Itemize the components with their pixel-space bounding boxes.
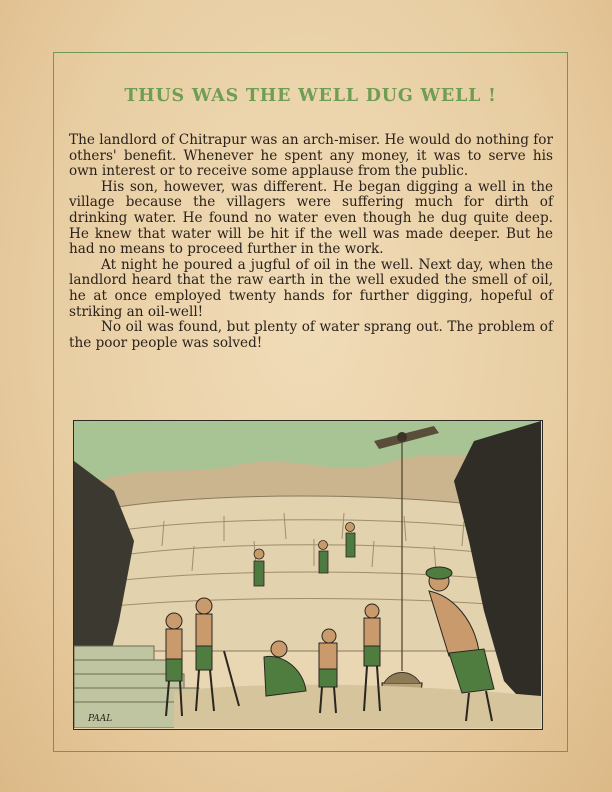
paragraph-1: The landlord of Chitrapur was an arch-miser. He would do nothing for others' benefit. Whenever he spent any money, it was to serve his own interest or to receive some applause from the public. [69, 132, 553, 180]
artist-signature: PAAL [88, 714, 113, 724]
bucket-load [384, 673, 420, 684]
paragraph-3: At night he poured a jugful of oil in the well. Next day, when the landlord heard that the raw earth in the well exuded the smell of oil, he at once employed twenty hands for further digging, hopeful of striking an oil-well! [69, 256, 553, 320]
paragraph-2: His son, however, was different. He began digging a well in the village because the villagers were suffering much for dirth of drinking water. He found no water even though he dug quite deep. He knew that water will be hit if the well was made deeper. But he had no means to proceed further in the work. [69, 178, 553, 258]
pulley-wheel [397, 432, 407, 442]
paragraph-4: No oil was found, but plenty of water sprang out. The problem of the poor people was solved! [69, 319, 553, 351]
story-title: THUS WAS THE WELL DUG WELL ! [124, 86, 497, 106]
story-text [69, 133, 553, 351]
well-digging-illustration [73, 420, 543, 730]
illustration-drawing [74, 421, 541, 728]
